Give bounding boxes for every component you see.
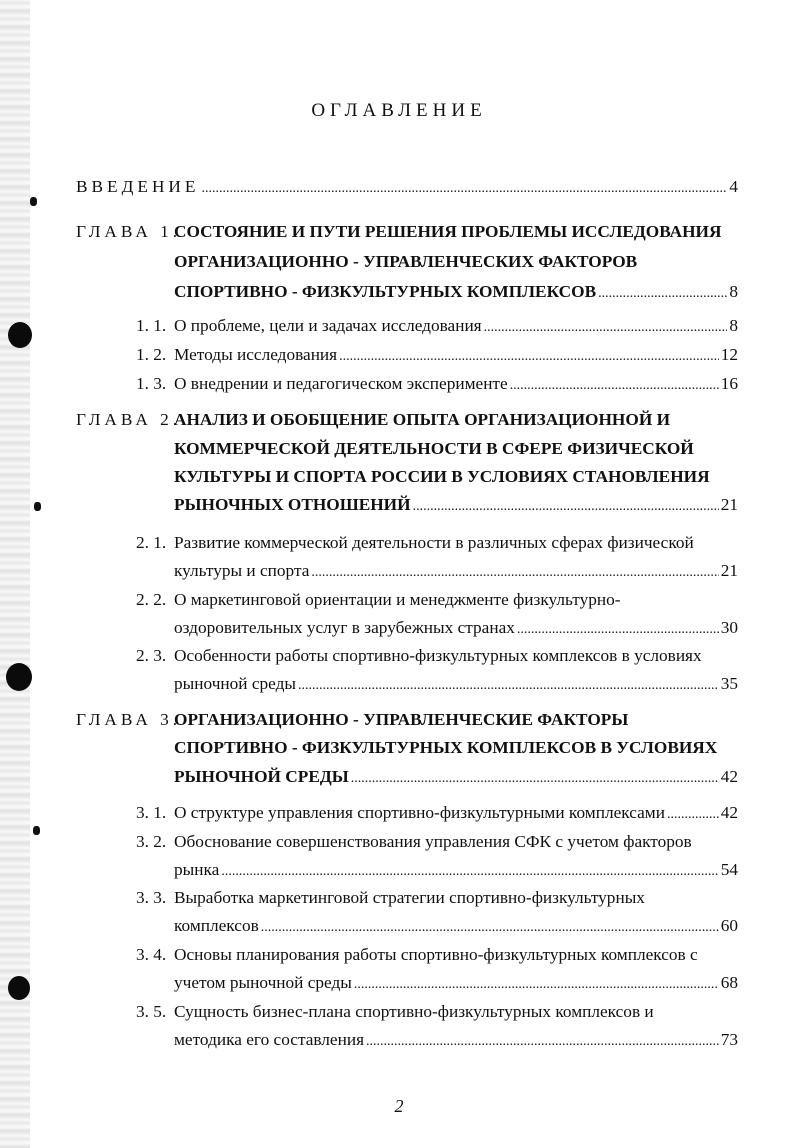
chapter-2-title-line: АНАЛИЗ И ОБОБЩЕНИЕ ОПЫТА ОРГАНИЗАЦИОННОЙ И <box>174 410 671 429</box>
toc-entry-intro <box>76 177 738 197</box>
section-page: 16 <box>720 374 738 393</box>
chapter-3-heading-line2 <box>174 738 738 758</box>
section-2-3 <box>136 646 738 666</box>
chapter-1-title-line: СПОРТИВНО - ФИЗКУЛЬТУРНЫХ КОМПЛЕКСОВ <box>174 282 597 301</box>
section-title: Особенности работы спортивно-физкультурных комплексов в условиях <box>174 646 702 665</box>
section-title: О маркетинговой ориентации и менеджменте физкультурно- <box>174 590 621 609</box>
section-page: 8 <box>729 316 738 335</box>
section-3-4-cont <box>174 973 738 993</box>
section-title: учетом рыночной среды <box>174 973 352 992</box>
section-title: Обоснование совершенствования управления СФК с учетом факторов <box>174 832 692 851</box>
chapter-2-title-line: РЫНОЧНЫХ ОТНОШЕНИЙ <box>174 495 411 514</box>
section-title: О проблеме, цели и задачах исследования <box>174 316 482 335</box>
section-title: Методы исследования <box>174 345 338 364</box>
chapter-2-heading <box>76 410 738 430</box>
dot-leader <box>484 316 728 336</box>
chapter-3-heading <box>76 710 738 730</box>
chapter-3-title-line: РЫНОЧНОЙ СРЕДЫ <box>174 767 349 786</box>
dot-leader <box>598 282 727 302</box>
section-title: Основы планирования работы спортивно-физкультурных комплексов с <box>174 945 698 964</box>
scan-speck <box>33 826 40 835</box>
chapter-2-heading-line3 <box>174 467 738 487</box>
dot-leader <box>366 1030 719 1050</box>
chapter-2-heading-line4 <box>174 495 738 515</box>
chapter-3-page: 42 <box>720 767 738 786</box>
chapter-2-title-line: КОММЕРЧЕСКОЙ ДЕЯТЕЛЬНОСТИ В СФЕРЕ ФИЗИЧЕСКОЙ <box>174 439 694 458</box>
chapter-1-title-line: ОРГАНИЗАЦИОННО - УПРАВЛЕНЧЕСКИХ ФАКТОРОВ <box>174 252 638 271</box>
intro-page: 4 <box>729 177 738 196</box>
dot-leader <box>201 177 727 197</box>
section-title: Сущность бизнес-плана спортивно-физкультурных комплексов и <box>174 1002 654 1021</box>
scan-speck <box>30 197 37 206</box>
section-page: 54 <box>720 860 738 879</box>
page-number: 2 <box>394 1096 404 1116</box>
section-3-4 <box>136 945 738 965</box>
chapter-2-title-line: КУЛЬТУРЫ И СПОРТА РОССИИ В УСЛОВИЯХ СТАНОВЛЕНИЯ <box>174 467 710 486</box>
section-3-3-cont <box>174 916 738 936</box>
section-3-2-cont <box>174 860 738 880</box>
chapter-1-page: 8 <box>729 282 738 301</box>
dot-leader <box>510 374 719 394</box>
section-number: 3. 2. <box>136 832 167 851</box>
section-3-3 <box>136 888 738 908</box>
section-page: 12 <box>720 345 738 364</box>
section-page: 42 <box>720 803 738 822</box>
dot-leader <box>298 674 719 694</box>
chapter-1-prefix: ГЛАВА 1. <box>76 222 182 241</box>
section-number: 3. 5. <box>136 1002 167 1021</box>
scan-speck <box>34 502 41 511</box>
dot-leader <box>413 495 719 515</box>
section-3-5 <box>136 1002 738 1022</box>
section-2-2-cont <box>174 618 738 638</box>
section-page: 21 <box>720 561 738 580</box>
section-1-1 <box>136 316 738 336</box>
section-page: 60 <box>720 916 738 935</box>
binder-hole <box>6 663 32 691</box>
dot-leader <box>354 973 719 993</box>
dot-leader <box>339 345 719 365</box>
chapter-2-heading-line2 <box>174 439 738 459</box>
chapter-1-heading-line3 <box>174 282 738 302</box>
section-title: Выработка маркетинговой стратегии спортивно-физкультурных <box>174 888 645 907</box>
section-3-1 <box>136 803 738 823</box>
dot-leader <box>517 618 719 638</box>
section-2-2 <box>136 590 738 610</box>
dot-leader <box>311 561 718 581</box>
binder-hole <box>8 976 30 1000</box>
section-title: оздоровительных услуг в зарубежных странах <box>174 618 515 637</box>
chapter-3-heading-line3 <box>174 767 738 787</box>
dot-leader <box>351 767 719 787</box>
section-title: рыночной среды <box>174 674 296 693</box>
section-page: 73 <box>720 1030 738 1049</box>
section-2-3-cont <box>174 674 738 694</box>
chapter-1-title-line: СОСТОЯНИЕ И ПУТИ РЕШЕНИЯ ПРОБЛЕМЫ ИССЛЕДОВАНИЯ <box>174 222 722 241</box>
section-number: 3. 3. <box>136 888 167 907</box>
section-number: 2. 2. <box>136 590 167 609</box>
chapter-2-page: 21 <box>720 495 738 514</box>
section-number: 1. 1. <box>136 316 167 335</box>
section-2-1-cont <box>174 561 738 581</box>
dot-leader <box>261 916 719 936</box>
section-page: 68 <box>720 973 738 992</box>
section-title: О структуре управления спортивно-физкультурными комплексами <box>174 803 665 822</box>
section-page: 35 <box>720 674 738 693</box>
section-1-2 <box>136 345 738 365</box>
intro-label: ВВЕДЕНИЕ <box>76 177 200 196</box>
section-title: О внедрении и педагогическом эксперименте <box>174 374 508 393</box>
page-title: ОГЛАВЛЕНИЕ <box>311 100 487 121</box>
section-title: комплексов <box>174 916 259 935</box>
section-2-1 <box>136 533 738 553</box>
binder-hole <box>8 322 32 348</box>
section-title: Развитие коммерческой деятельности в различных сферах физической <box>174 533 694 552</box>
section-number: 2. 1. <box>136 533 167 552</box>
section-3-2 <box>136 832 738 852</box>
chapter-1-heading <box>76 222 738 242</box>
section-number: 1. 2. <box>136 345 167 364</box>
section-number: 3. 1. <box>136 803 167 822</box>
section-3-5-cont <box>174 1030 738 1050</box>
section-number: 1. 3. <box>136 374 167 393</box>
section-1-3 <box>136 374 738 394</box>
section-title: культуры и спорта <box>174 561 310 580</box>
chapter-3-title-line: СПОРТИВНО - ФИЗКУЛЬТУРНЫХ КОМПЛЕКСОВ В УСЛОВИЯХ <box>174 738 718 757</box>
section-number: 2. 3. <box>136 646 167 665</box>
chapter-1-heading-line2 <box>174 252 738 272</box>
dot-leader <box>221 860 718 880</box>
chapter-3-prefix: ГЛАВА 3. <box>76 710 182 729</box>
chapter-2-prefix: ГЛАВА 2. <box>76 410 182 429</box>
section-title: методика его составления <box>174 1030 365 1049</box>
section-title: рынка <box>174 860 220 879</box>
section-number: 3. 4. <box>136 945 167 964</box>
section-page: 30 <box>720 618 738 637</box>
chapter-3-title-line: ОРГАНИЗАЦИОННО - УПРАВЛЕНЧЕСКИЕ ФАКТОРЫ <box>174 710 629 729</box>
dot-leader <box>667 803 719 823</box>
